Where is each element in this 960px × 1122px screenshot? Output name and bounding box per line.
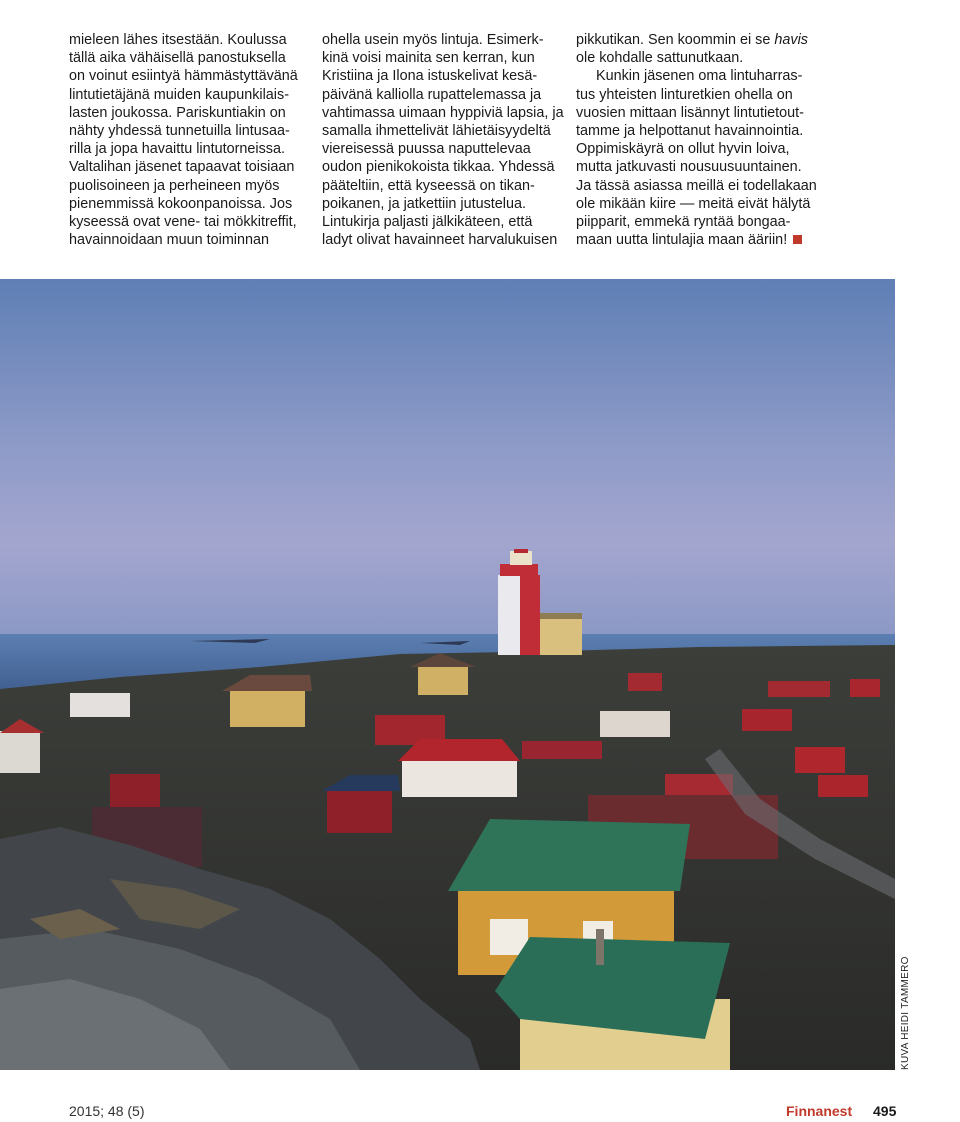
- text-line: tamme ja helpottanut havainnointia.: [576, 123, 804, 140]
- text-line: päivänä kalliolla rupattelemassa ja: [322, 86, 542, 103]
- text-run: maan uutta lintulajia maan ääriin!: [576, 232, 788, 249]
- lighthouse-island-photo: [0, 279, 895, 1070]
- text-line: ole mikään kiire — meitä eivät hälytä: [576, 195, 811, 212]
- text-line: havainnoidaan muun toiminnan: [69, 232, 270, 249]
- text-line: on voinut esiintyä hämmästyttävänä: [69, 68, 298, 85]
- text-line: tällä aika vähäisellä panostuksella: [69, 50, 286, 67]
- text-line: [576, 231, 812, 249]
- text-line: [576, 31, 812, 49]
- footer-issue: 2015; 48 (5): [69, 1103, 145, 1119]
- text-line: ole kohdalle sattunutkaan.: [576, 50, 744, 67]
- text-line: lasten joukossa. Pariskuntiakin on: [69, 104, 286, 121]
- text-line: mieleen lähes itsestään. Koulussa: [69, 32, 287, 48]
- text-line: vahtimassa uimaan hyppiviä lapsia, ja: [322, 104, 564, 121]
- text-line: rilla ja jopa havaittu lintutorneissa.: [69, 141, 285, 158]
- text-line: mutta jatkuvasti nousuusuuntainen.: [576, 159, 802, 176]
- text-line: pienemmissä kokoonpanoissa. Jos: [69, 195, 293, 212]
- text-line: piipparit, emmekä ryntää bongaa-: [576, 214, 791, 231]
- text-line: Valtalihan jäsenet tapaavat toisiaan: [69, 159, 295, 176]
- text-line: samalla ihmettelivät lähietäisyydeltä: [322, 123, 551, 140]
- text-line: viereisessä puussa naputtelevaa: [322, 141, 531, 158]
- text-line: oudon pienikokoista tikkaa. Yhdessä: [322, 159, 555, 176]
- text-line: ladyt olivat havainneet harvalukuisen: [322, 232, 558, 249]
- text-line: kyseessä ovat vene- tai mökkitreffit,: [69, 214, 297, 231]
- text-line: pääteltiin, että kyseessä on tikan-: [322, 177, 535, 194]
- text-line: poikanen, ja jatkettiin jutustelua.: [322, 195, 526, 212]
- end-of-article-mark: [793, 235, 802, 244]
- text-line: Lintukirja paljasti jälkikäteen, että: [322, 214, 533, 231]
- text-line: vuosien mittaan lisännyt lintutietout-: [576, 104, 804, 121]
- text-line: ohella usein myös lintuja. Esimerk-: [322, 32, 544, 48]
- text-run: pikkutikan. Sen koommin ei se: [576, 32, 775, 48]
- photo-credit: KUVA HEIDI TAMMERO: [900, 956, 911, 1070]
- text-line: Kunkin jäsenen oma lintuharras-: [596, 68, 803, 85]
- text-line: puolisoineen ja perheineen myös: [69, 177, 280, 194]
- text-column-1: [69, 31, 305, 249]
- italic-word: havis: [774, 32, 808, 48]
- text-line: kinä voisi mainita sen kerran, kun: [322, 50, 535, 67]
- text-line: lintutietäjänä muiden kaupunkilais-: [69, 86, 289, 103]
- text-line: tus yhteisten linturetkien ohella on: [576, 86, 793, 103]
- text-line: Ja tässä asiassa meillä ei todellakaan: [576, 177, 817, 194]
- page-number: 495: [873, 1103, 897, 1119]
- text-line: Oppimiskäyrä on ollut hyvin loiva,: [576, 141, 790, 158]
- text-column-2: [322, 31, 562, 249]
- footer-magazine-name: Finnanest: [786, 1103, 853, 1119]
- text-line: nähty yhdessä tunnetuilla lintusaa-: [69, 123, 290, 140]
- text-line: Kristiina ja Ilona istuskelivat kesä-: [322, 68, 538, 85]
- text-column-3: [576, 31, 817, 249]
